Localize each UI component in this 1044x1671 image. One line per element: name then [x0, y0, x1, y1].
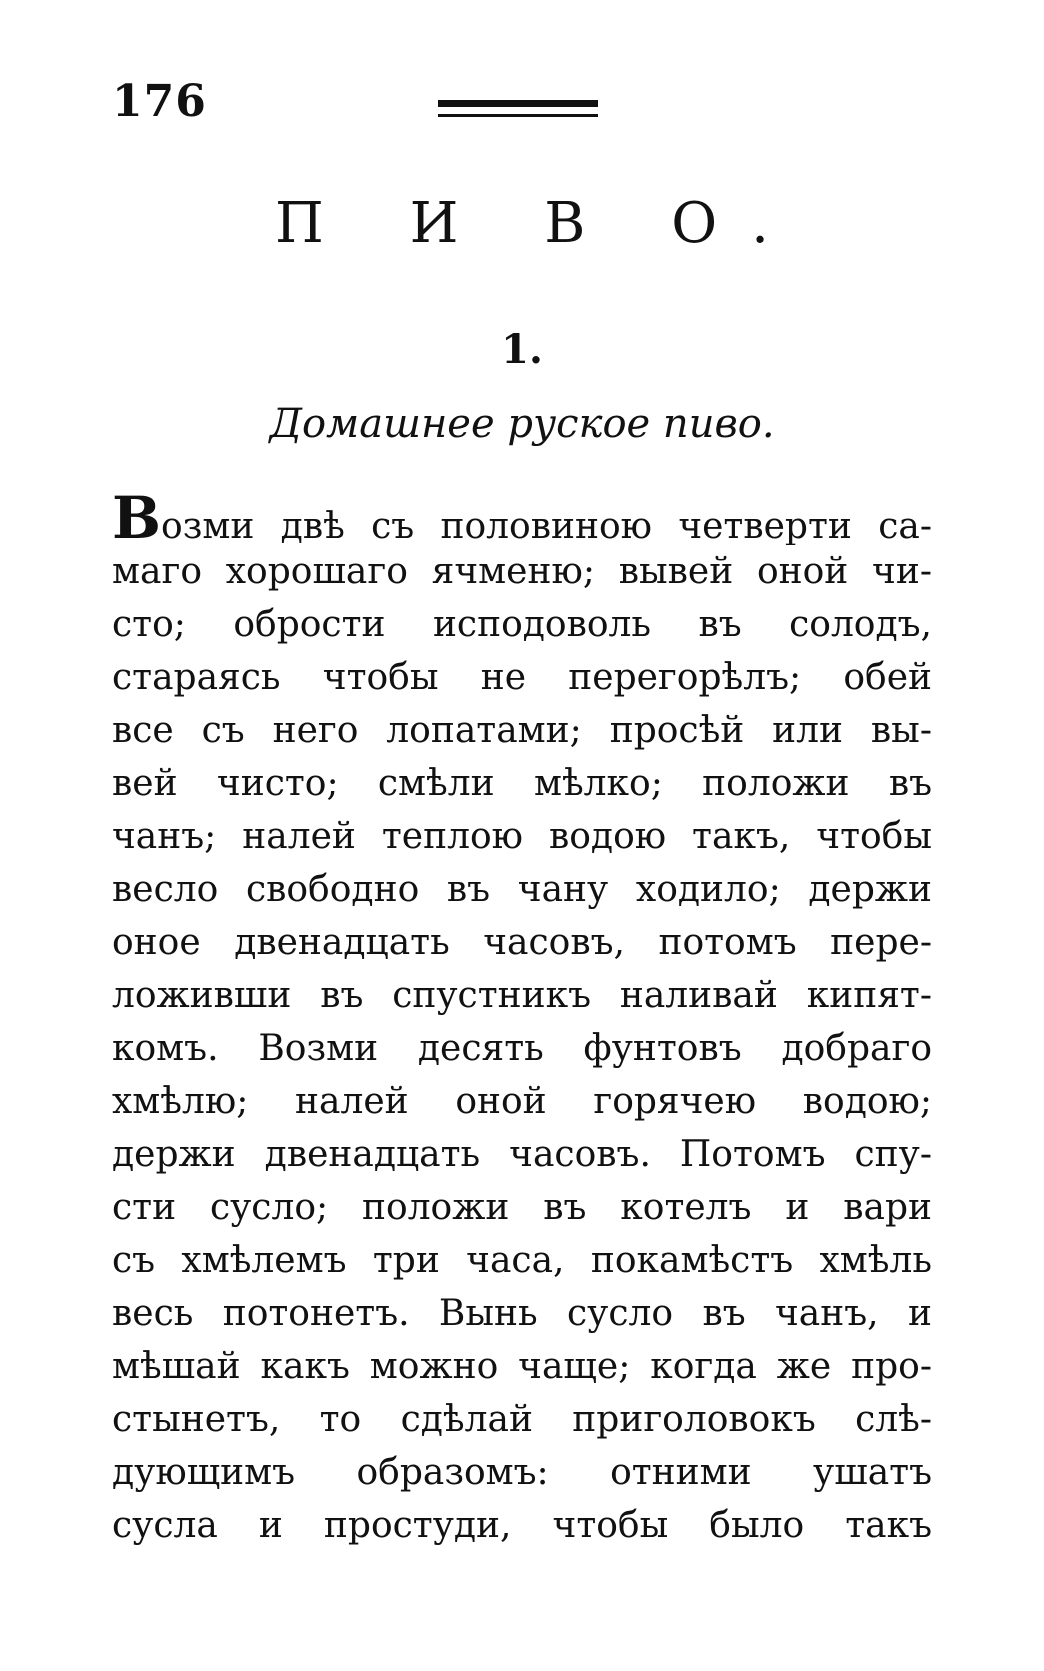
header-rule-thick-line — [438, 100, 598, 107]
header-rule-thin-line — [438, 114, 598, 117]
text-line: съ хмѣлемъ три часа, покамѣстъ хмѣль — [112, 1240, 932, 1281]
chapter-title: П И В О. — [275, 191, 803, 256]
text-line: весло свободно въ чану ходило; держи — [112, 869, 932, 910]
text-line: оное двенадцать часовъ, потомъ пере- — [112, 922, 932, 963]
body-text — [112, 492, 932, 1552]
text-line: сто; обрости исподоволь въ солодъ, — [112, 604, 932, 645]
header-rule — [438, 100, 598, 122]
drop-cap: В — [112, 492, 162, 545]
text-line: сусла и простуди, чтобы было такъ — [112, 1505, 932, 1546]
text-line: ложивши въ спустникъ наливай кипят- — [112, 975, 932, 1016]
text-line: весь потонетъ. Вынь сусло въ чанъ, и — [112, 1293, 932, 1334]
section-number: 1. — [501, 326, 543, 373]
text-line: все съ него лопатами; просѣй или вы- — [112, 710, 932, 751]
text-line: хмѣлю; налей оной горячею водою; — [112, 1081, 932, 1122]
text-line: чанъ; налей теплою водою такъ, чтобы — [112, 816, 932, 857]
text-line: вей чисто; смѣли мѣлко; положи въ — [112, 763, 932, 804]
section-title: Домашнее руское пиво. — [269, 401, 775, 447]
text-line: комъ. Возми десять фунтовъ добраго — [112, 1028, 932, 1069]
text-line — [112, 492, 932, 545]
text-line: сти сусло; положи въ котелъ и вари — [112, 1187, 932, 1228]
page-number: 176 — [112, 76, 207, 127]
text-line: стараясь чтобы не перегорѣлъ; обей — [112, 657, 932, 698]
text-line-rest: озми двѣ съ половиною четверти са- — [161, 506, 932, 545]
text-line: маго хорошаго ячменю; вывей оной чи- — [112, 551, 932, 592]
text-line: мѣшай какъ можно чаще; когда же про- — [112, 1346, 932, 1387]
text-line: дующимъ образомъ: отними ушатъ — [112, 1452, 932, 1493]
text-line: стынетъ, то сдѣлай приголовокъ слѣ- — [112, 1399, 932, 1440]
text-line: держи двенадцать часовъ. Потомъ спу- — [112, 1134, 932, 1175]
